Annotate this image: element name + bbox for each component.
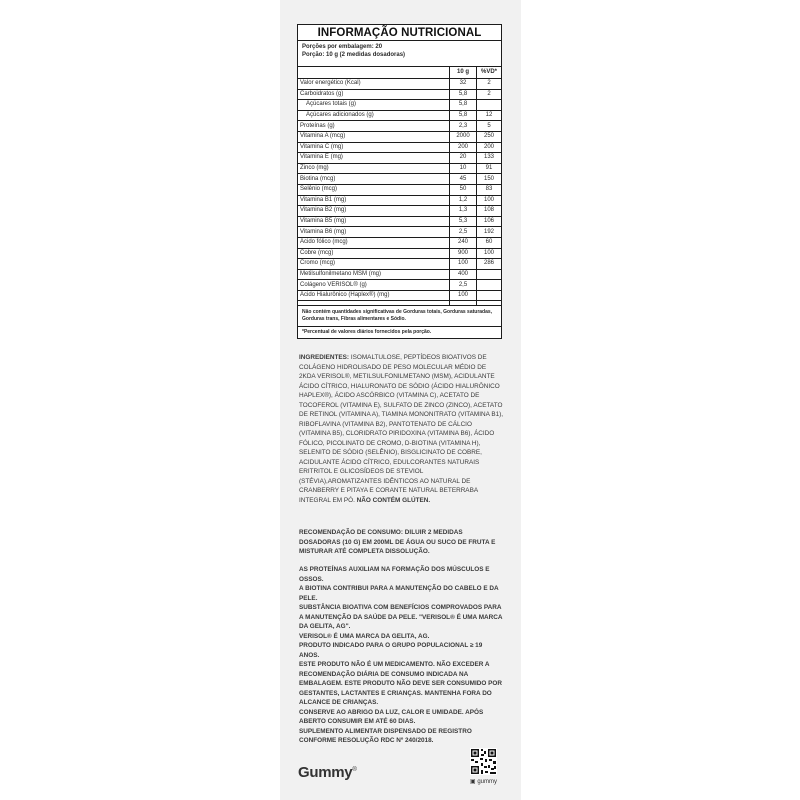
nutrient-name: Ácido Hialurônico (Haplex®) (mg) bbox=[298, 290, 450, 301]
info-paragraph: VERISOL® É UMA MARCA DA GELITA, AG. bbox=[299, 632, 430, 640]
nutrient-qty: 5,3 bbox=[450, 216, 477, 227]
nutrient-vd: 286 bbox=[477, 259, 502, 270]
nutrient-name: Vitamina C (mg) bbox=[298, 142, 450, 153]
nutrient-vd: 83 bbox=[477, 184, 502, 195]
nutrient-qty: 5,8 bbox=[450, 89, 477, 100]
nutrient-qty: 45 bbox=[450, 174, 477, 185]
nutrient-vd: 150 bbox=[477, 174, 502, 185]
ingredients-list: ISOMALTULOSE, PEPTÍDEOS BIOATIVOS DE COLÁGENO HIDROLISADO DE PESO MOLECULAR MÉDIO DE 2KDA VERISOL®, METILSULFONILMETANO (MSM), ACIDULANTE ÁCIDO CÍTRICO, HIALURONATO DE SÓDIO (ÁCIDO HIALURÔNICO HAPLEX®), ÁCIDO ASCÓRBICO (VITAMINA C), ACETATO DE TOCOFEROL (VITAMINA E), SULFATO DE ZINCO (ZINCO), ACETATO DE RETINOL (VITAMINA A), TIAMINA MONONITRATO (VITAMINA B1), RIBOFLAVINA (VITAMINA B2), PANTOTENATO DE CÁLCIO (VITAMINA B5), CLORIDRATO PIRIDOXINA (VITAMINA B6), ÁCIDO FÓLICO, PICOLINATO DE CROMO, D-BIOTINA (VITAMINA H), SELENITO DE SÓDIO (SELÊNIO), BISGLICINATO DE COBRE, ACIDULANTE ÁCIDO CÍTRICO, EDULCORANTES NATURAIS ERITRITOL E GLICOSÍDEOS DE STEVIOL (STÉVIA),AROMATIZANTES IDÊNTICOS AO NATURAL DE CRANBERRY E PITAYA E CORANTE NATURAL BETERRABA INTEGRAL EM PÓ. bbox=[299, 354, 504, 504]
nutrient-row bbox=[298, 195, 501, 206]
daily-value-footnote: *Percentual de valores diários fornecidos pela porção. bbox=[302, 329, 432, 336]
nutrient-qty: 5,8 bbox=[450, 110, 477, 121]
gluten-statement: NÃO CONTÉM GLÚTEN. bbox=[354, 496, 431, 504]
table-spacer-row bbox=[298, 301, 501, 306]
nutrient-qty: 1,2 bbox=[450, 195, 477, 206]
nutrient-vd: 12 bbox=[477, 110, 502, 121]
nutrient-qty: 240 bbox=[450, 237, 477, 248]
header-qty: 10 g bbox=[450, 67, 477, 79]
logo-registered: ® bbox=[352, 767, 357, 773]
nutrient-row bbox=[298, 100, 501, 111]
nutrient-qty: 400 bbox=[450, 269, 477, 280]
nutrient-name: Vitamina B2 (mg) bbox=[298, 206, 450, 217]
nutrient-row bbox=[298, 131, 501, 142]
nutrient-qty: 900 bbox=[450, 248, 477, 259]
nutrient-vd: 106 bbox=[477, 216, 502, 227]
nutrient-vd: 108 bbox=[477, 206, 502, 217]
nutrient-vd: 2 bbox=[477, 79, 502, 90]
nutrient-name: Selênio (mcg) bbox=[298, 184, 450, 195]
nutrient-vd: 100 bbox=[477, 248, 502, 259]
qr-code-icon bbox=[470, 748, 497, 775]
nutrient-name: Carboidratos (g) bbox=[298, 89, 450, 100]
nutrient-vd bbox=[477, 100, 502, 111]
nutrient-row bbox=[298, 121, 501, 132]
nutrient-vd: 192 bbox=[477, 227, 502, 238]
ingredients-label: INGREDIENTES: bbox=[299, 354, 350, 361]
nutrient-vd: 100 bbox=[477, 195, 502, 206]
info-paragraph: CONSERVE AO ABRIGO DA LUZ, CALOR E UMIDADE. APÓS ABERTO CONSUMIR EM ATÉ 60 DIAS. bbox=[299, 708, 484, 725]
header-vd: %VD* bbox=[477, 67, 502, 79]
nutrient-vd: 200 bbox=[477, 142, 502, 153]
info-paragraph: ESTE PRODUTO NÃO É UM MEDICAMENTO. NÃO EXCEDER A RECOMENDAÇÃO DIÁRIA DE CONSUMO INDICADA NA EMBALAGEM. ESTE PRODUTO NÃO DEVE SER CONSUMIDO POR GESTANTES, LACTANTES E CRIANÇAS. MANTENHA FORA DO ALCANCE DE CRIANÇAS. bbox=[299, 661, 502, 706]
nutrient-row bbox=[298, 153, 501, 164]
nutrient-qty: 10 bbox=[450, 163, 477, 174]
nutrient-vd bbox=[477, 290, 502, 301]
info-paragraph: SUPLEMENTO ALIMENTAR DISPENSADO DE REGISTRO CONFORME RESOLUÇÃO RDC Nº 240/2018. bbox=[299, 727, 472, 744]
header-blank bbox=[298, 67, 450, 79]
nutrient-name: Vitamina A (mcg) bbox=[298, 131, 450, 142]
qr-label-text: gummy bbox=[477, 779, 498, 785]
not-significant-note: Não contém quantidades significativas de Gorduras totais, Gorduras saturadas, Gorduras trans, Fibras alimentares e Sódio. bbox=[298, 306, 501, 327]
nutrient-name: Vitamina B5 (mg) bbox=[298, 216, 450, 227]
nutrient-name: Cobre (mcg) bbox=[298, 248, 450, 259]
nutrient-row bbox=[298, 110, 501, 121]
nutrient-name: Vitamina B6 (mg) bbox=[298, 227, 450, 238]
nutrient-vd bbox=[477, 269, 502, 280]
info-paragraph: A BIOTINA CONTRIBUI PARA A MANUTENÇÃO DO CABELO E DA PELE. bbox=[299, 585, 499, 602]
nutrient-vd: 250 bbox=[477, 131, 502, 142]
nutrient-row bbox=[298, 227, 501, 238]
gummy-logo bbox=[298, 764, 356, 781]
nutrient-row bbox=[298, 280, 501, 291]
nutrient-name: Proteínas (g) bbox=[298, 121, 450, 132]
nutrient-qty: 5,8 bbox=[450, 100, 477, 111]
nutrient-row bbox=[298, 184, 501, 195]
nutrient-name: Zinco (mg) bbox=[298, 163, 450, 174]
nutrient-name: Açúcares totais (g) bbox=[298, 100, 450, 111]
ingredients-text bbox=[299, 353, 504, 505]
info-paragraph: AS PROTEÍNAS AUXILIAM NA FORMAÇÃO DOS MÚSCULOS E OSSOS. bbox=[299, 566, 490, 583]
nutrient-row bbox=[298, 79, 501, 90]
nutrient-name: Cromo (mcg) bbox=[298, 259, 450, 270]
nutrient-name: Valor energético (Kcal) bbox=[298, 79, 450, 90]
table-header-row bbox=[298, 67, 501, 79]
nutrient-row bbox=[298, 163, 501, 174]
nutrient-name: Vitamina B1 (mg) bbox=[298, 195, 450, 206]
nutrient-row bbox=[298, 206, 501, 217]
nutrient-name: Metilsulfonilmetano MSM (mg) bbox=[298, 269, 450, 280]
qr-brand-icon: ▣ bbox=[470, 779, 476, 785]
nutrient-name: Biotina (mcg) bbox=[298, 174, 450, 185]
nutrient-name: Colágeno VERISOL® (g) bbox=[298, 280, 450, 291]
nutrient-qty: 50 bbox=[450, 184, 477, 195]
nutrient-qty: 20 bbox=[450, 153, 477, 164]
nutrient-vd: 60 bbox=[477, 237, 502, 248]
info-paragraph: PRODUTO INDICADO PARA O GRUPO POPULACIONAL ≥ 19 ANOS. bbox=[299, 642, 483, 659]
nutrient-row bbox=[298, 290, 501, 301]
nutrient-row bbox=[298, 216, 501, 227]
nutrient-qty: 32 bbox=[450, 79, 477, 90]
nutrient-qty: 200 bbox=[450, 142, 477, 153]
logo-text: Gummy bbox=[298, 764, 353, 781]
nutrient-qty: 2,5 bbox=[450, 227, 477, 238]
nutrient-row bbox=[298, 142, 501, 153]
nutrient-vd bbox=[477, 280, 502, 291]
nutrient-row bbox=[298, 259, 501, 270]
nutrient-qty: 1,3 bbox=[450, 206, 477, 217]
consumption-recommendation: RECOMENDAÇÃO DE CONSUMO: DILUIR 2 MEDIDAS DOSADORAS (10 G) EM 200ML DE ÁGUA OU SUCO DE FRUTA E MISTURAR ATÉ COMPLETA DISSOLUÇÃO. bbox=[299, 529, 496, 555]
nutrient-vd: 133 bbox=[477, 153, 502, 164]
nutrient-qty: 2000 bbox=[450, 131, 477, 142]
nutrient-vd: 5 bbox=[477, 121, 502, 132]
nutrient-qty: 100 bbox=[450, 259, 477, 270]
nutrient-row bbox=[298, 237, 501, 248]
nutrient-vd: 91 bbox=[477, 163, 502, 174]
nutrient-vd: 2 bbox=[477, 89, 502, 100]
nutrient-name: Ácido fólico (mcg) bbox=[298, 237, 450, 248]
nutrient-qty: 100 bbox=[450, 290, 477, 301]
serving-info bbox=[298, 41, 501, 67]
nutrient-qty: 2,3 bbox=[450, 121, 477, 132]
nutrition-facts-table bbox=[297, 24, 502, 339]
nutrient-row bbox=[298, 174, 501, 185]
product-info bbox=[299, 565, 504, 746]
nutrient-name: Vitamina E (mg) bbox=[298, 153, 450, 164]
nutrient-table bbox=[298, 67, 501, 306]
nutrient-row bbox=[298, 89, 501, 100]
qr-label bbox=[470, 778, 497, 785]
serving-size: Porção: 10 g (2 medidas dosadoras) bbox=[302, 52, 406, 58]
info-paragraph: SUBSTÂNCIA BIOATIVA COM BENEFÍCIOS COMPROVADOS PARA A MANUTENÇÃO DA SAÚDE DA PELE. "VERISOL® É UMA MARCA DA GELITA, AG". bbox=[299, 604, 503, 630]
nutrient-qty: 2,5 bbox=[450, 280, 477, 291]
nutrient-row bbox=[298, 269, 501, 280]
servings-per-package: Porções por embalagem: 20 bbox=[302, 44, 383, 50]
nutrient-row bbox=[298, 248, 501, 259]
nutrient-name: Açúcares adicionados (g) bbox=[298, 110, 450, 121]
nutrition-title: INFORMAÇÃO NUTRICIONAL bbox=[298, 25, 501, 41]
